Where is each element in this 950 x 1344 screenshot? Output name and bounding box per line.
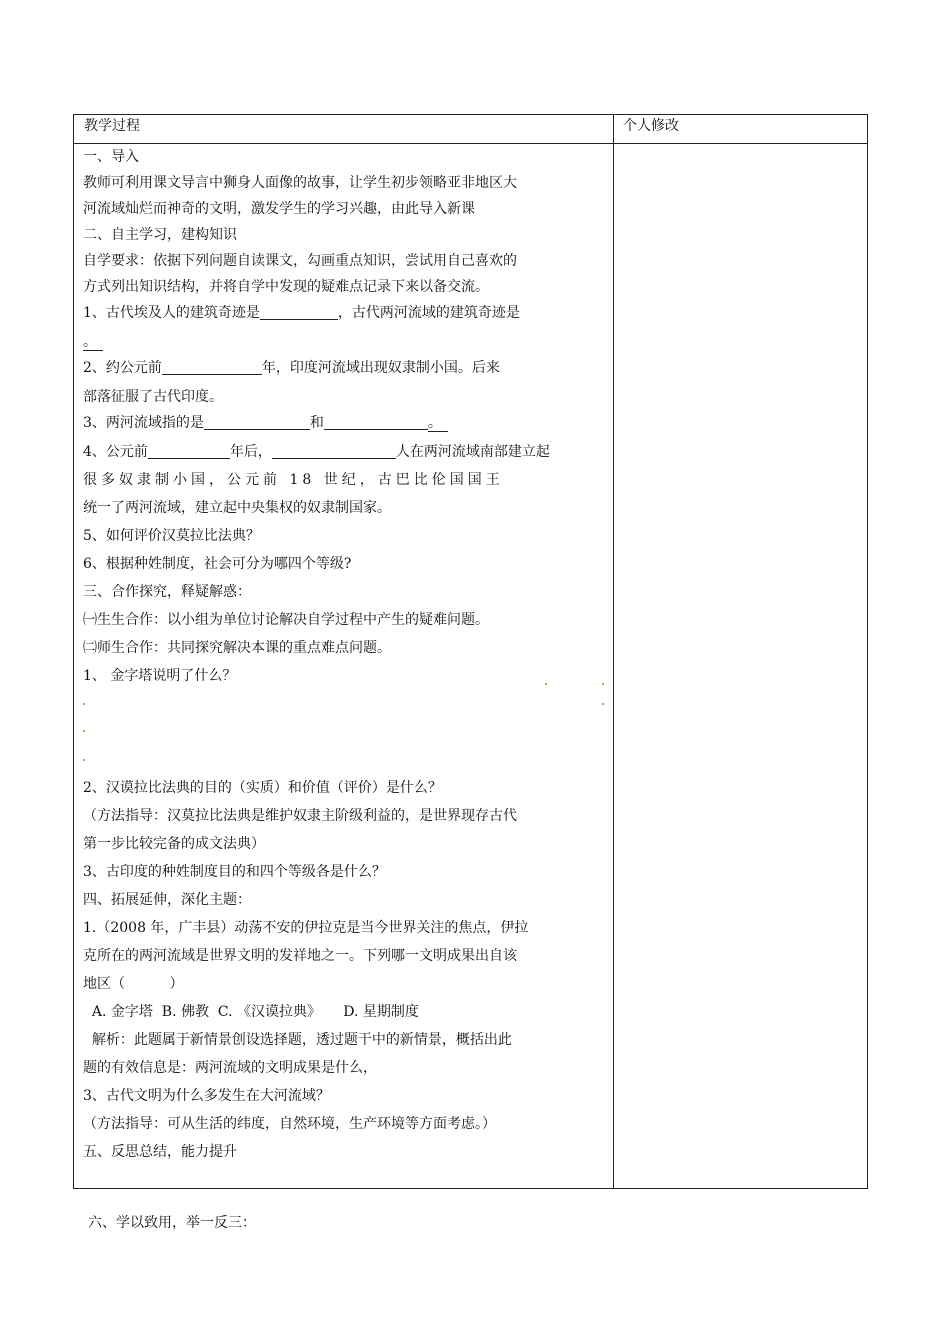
text-line: 部落征服了古代印度。: [83, 389, 223, 405]
section-application: 六、学以致用，举一反三：: [88, 1215, 256, 1231]
question-pyramid: 1、 金字塔说明了什么？: [83, 663, 609, 691]
text-line: ㈡师生合作：共同探究解决本课的重点难点问题。: [83, 640, 391, 656]
section-cooperation: 三、合作探究，释疑解惑：: [83, 584, 251, 600]
text-line: ㈠生生合作：以小组为单位讨论解决自学过程中产生的疑难问题。: [83, 612, 489, 628]
answer-space: [83, 691, 609, 720]
answer-options: A. 金字塔 B. 佛教 C. 《汉谟拉典》 D. 星期制度: [83, 1004, 419, 1020]
question-1: 1、古代埃及人的建筑奇迹是 ，古代两河流域的建筑奇迹是: [83, 305, 520, 321]
question-caste-system: 3、古印度的种姓制度目的和四个等级各是什么？: [83, 864, 386, 880]
answer-space: [83, 720, 609, 749]
text-line: 很多奴隶制小国，公元前 18 世纪，古巴比伦国国王: [83, 472, 504, 488]
answer-space: [83, 749, 609, 775]
stray-mark: [83, 759, 85, 761]
question-3: 3、两河流域指的是 和 。: [83, 410, 609, 439]
lesson-table: [73, 114, 868, 1189]
question-2: 2、约公元前 年，印度河流域出现奴隶制小国。后来: [83, 360, 500, 376]
section-self-study: 二、自主学习，建构知识: [83, 227, 237, 243]
section-intro: 一、导入: [83, 149, 139, 165]
text-line: 克所在的两河流域是世界文明的发祥地之一。下列哪一文明成果出自该: [83, 948, 517, 964]
section-extension: 四、拓展延伸，深化主题：: [83, 892, 251, 908]
fill-blank[interactable]: [204, 413, 310, 430]
text-line: 题的有效信息是：两河流域的文明成果是什么，: [83, 1060, 377, 1076]
fill-blank[interactable]: [324, 413, 428, 430]
fill-blank[interactable]: [272, 442, 396, 459]
stray-mark: [602, 703, 604, 705]
stray-mark: [545, 683, 547, 685]
question-4: 4、公元前 年后， 人在两河流域南部建立起: [83, 444, 550, 460]
text-line: 1.（2008 年，广丰县）动荡不安的伊拉克是当今世界关注的焦点，伊拉: [83, 920, 529, 936]
stray-mark: [83, 730, 85, 732]
text-line: 自学要求：依据下列问题自读课文，勾画重点知识，尝试用自己喜欢的: [83, 253, 517, 269]
fill-blank[interactable]: [162, 358, 262, 375]
stray-mark: [602, 683, 604, 685]
section-reflection: 五、反思总结，能力提升: [83, 1144, 237, 1160]
fill-blank[interactable]: [260, 303, 338, 320]
text-line: 河流域灿烂而神奇的文明，激发学生的学习兴趣，由此导入新课: [83, 201, 475, 217]
question-code-of-hammurabi: 2、汉谟拉比法典的目的（实质）和价值（评价）是什么？: [83, 780, 442, 796]
text-line: 方式列出知识结构，并将自学中发现的疑难点记录下来以备交流。: [83, 279, 489, 295]
fill-blank[interactable]: [148, 442, 230, 459]
text-line: 解析：此题属于新情景创设选择题，透过题干中的新情景，概括出此: [83, 1032, 512, 1048]
text-line: （方法指导：可从生活的纬度，自然环境，生产环境等方面考虑。）: [83, 1116, 496, 1132]
header-teaching-process: 教学过程: [84, 118, 140, 134]
teaching-content: [83, 144, 609, 1167]
header-personal-revision: 个人修改: [623, 118, 679, 134]
text-line: （方法指导：汉莫拉比法典是维护奴隶主阶级利益的，是世界现存古代: [83, 808, 517, 824]
question-5: 5、如何评价汉莫拉比法典？: [83, 528, 260, 544]
question-6: 6、根据种姓制度，社会可分为哪四个等级?: [83, 556, 352, 572]
text-line: 教师可利用课文导言中狮身人面像的故事，让学生初步领略亚非地区大: [83, 175, 517, 191]
text-line: 第一步比较完备的成文法典）: [83, 836, 265, 852]
text-line: 地区（ ）: [83, 976, 184, 992]
text-line: 。: [83, 329, 609, 355]
column-divider: [613, 115, 614, 1188]
question-river-civilizations: 3、古代文明为什么多发生在大河流域？: [83, 1088, 330, 1104]
stray-mark: [83, 703, 85, 705]
text-line: 统一了两河流域，建立起中央集权的奴隶制国家。: [83, 500, 391, 516]
